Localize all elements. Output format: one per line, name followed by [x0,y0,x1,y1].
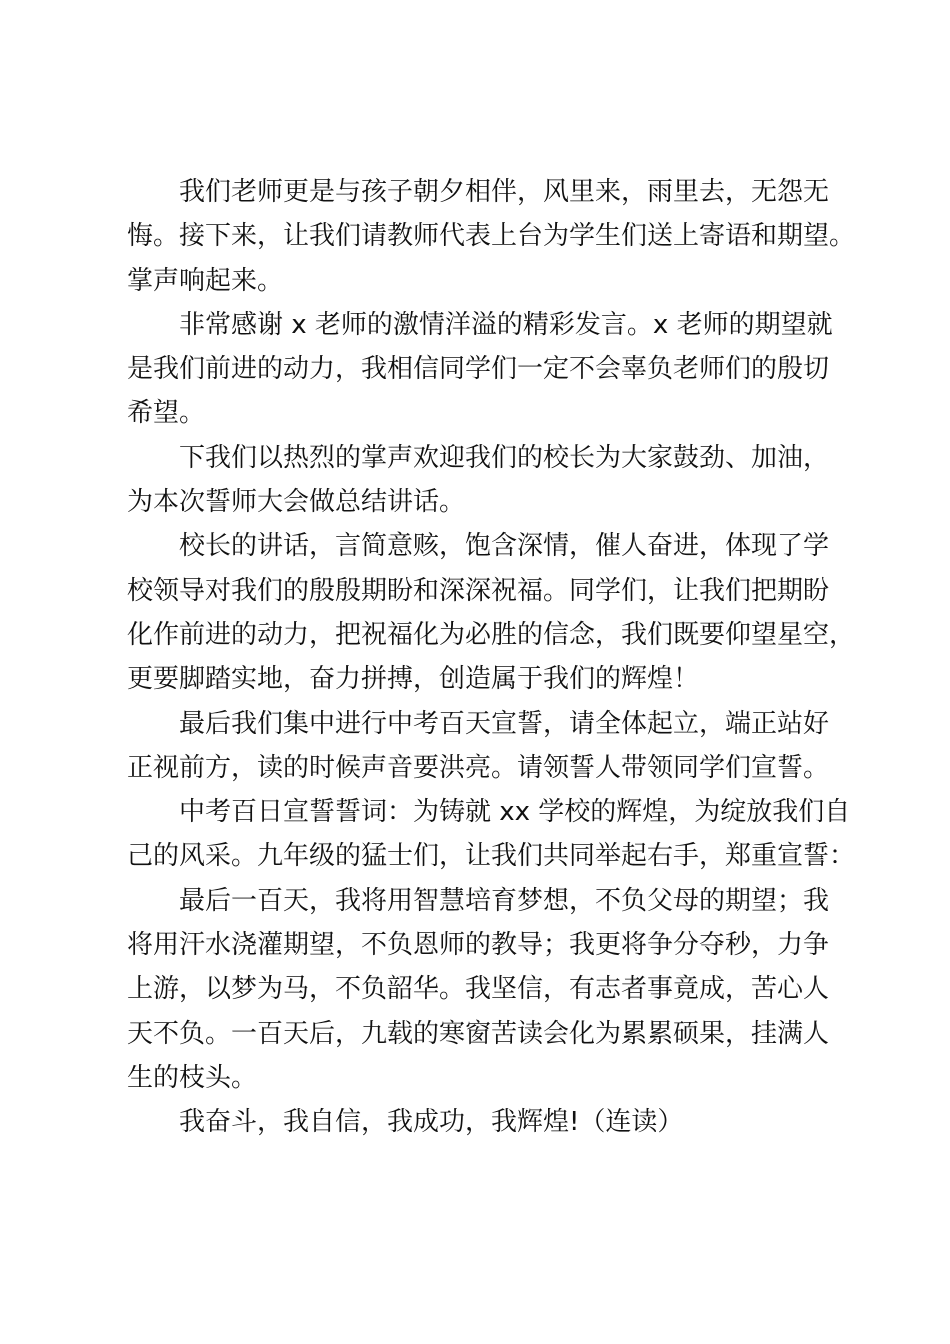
text-line: 最后一百天，我将用智慧培育梦想，不负父母的期望；我 [179,885,830,916]
text-line: 生的枝头。 [127,1062,258,1093]
text-line: 己的风采。九年级的猛士们，让我们共同举起右手，郑重宣誓： [127,841,856,872]
text-line: 将用汗水浇灌期望，不负恩师的教导；我更将争分夺秒，力争 [127,930,830,961]
document-body [127,170,857,1145]
text-line: 是我们前进的动力，我相信同学们一定不会辜负老师们的殷切 [127,354,830,385]
text-line: 天不负。一百天后，九载的寒窗苦读会化为累累硕果，挂满人 [127,1018,830,1049]
paragraph-1 [127,170,857,303]
text-line: 最后我们集中进行中考百天宣誓，请全体起立，端正站好 [179,708,830,739]
text-line: 校领导对我们的殷殷期盼和深深祝福。同学们，让我们把期盼 [127,575,830,606]
text-line: 正视前方，读的时候声音要洪亮。请领誓人带领同学们宣誓。 [127,752,830,783]
paragraph-8 [127,1100,857,1144]
paragraph-5 [127,702,857,791]
text-line: 悔。接下来，让我们请教师代表上台为学生们送上寄语和期望。 [127,221,856,252]
paragraph-3 [127,436,857,525]
text-line: 希望。 [127,398,206,429]
text-line: 掌声响起来。 [127,265,284,296]
paragraph-4 [127,524,857,701]
paragraph-7 [127,879,857,1100]
text-line: 中考百日宣誓誓词：为铸就 xx 学校的辉煌，为绽放我们自 [179,797,851,828]
text-line: 化作前进的动力，把祝福化为必胜的信念，我们既要仰望星空， [127,619,856,650]
text-line: 我奋斗，我自信，我成功，我辉煌!（连读） [179,1107,684,1138]
text-line: 校长的讲话，言简意赅，饱含深情，催人奋进，体现了学 [179,531,830,562]
text-line: 上游，以梦为马，不负韶华。我坚信，有志者事竟成，苦心人 [127,974,830,1005]
text-line: 为本次誓师大会做总结讲话。 [127,487,466,518]
text-line: 非常感谢 x 老师的激情洋溢的精彩发言。x 老师的期望就 [179,309,833,340]
paragraph-2 [127,303,857,436]
text-line: 更要脚踏实地，奋力拼搏，创造属于我们的辉煌！ [127,664,700,695]
text-line: 我们老师更是与孩子朝夕相伴，风里来，雨里去，无怨无 [179,177,830,207]
paragraph-6 [127,790,857,879]
text-line: 下我们以热烈的掌声欢迎我们的校长为大家鼓劲、加油， [179,442,830,473]
